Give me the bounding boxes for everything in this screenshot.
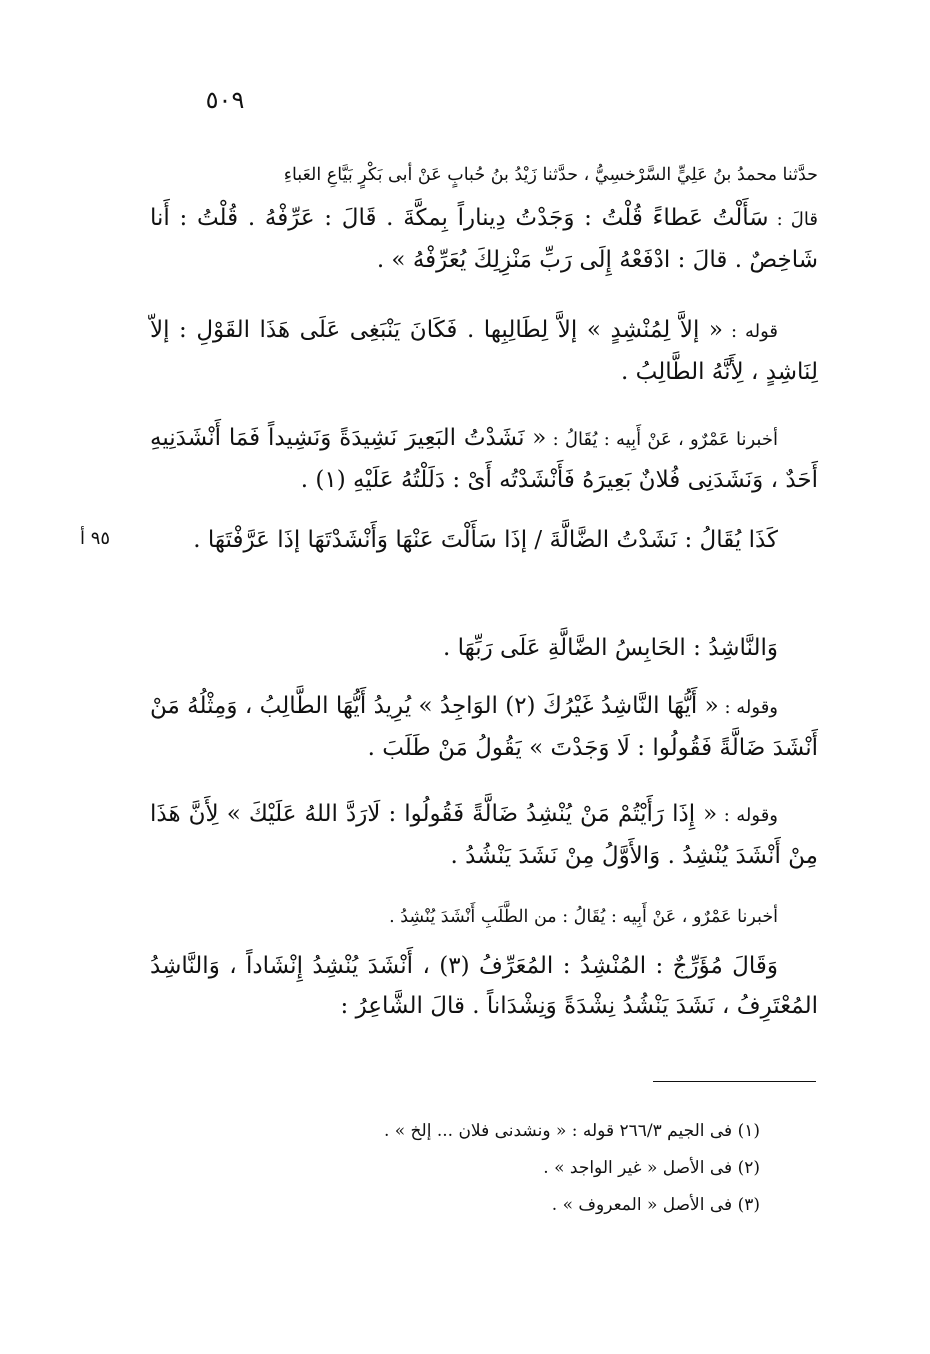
paragraph-munshid [150, 310, 818, 392]
paragraph-talab: أخبرنا عَمْرٌو ، عَنْ أَبِيه : يُقَالُ : من الطَّلَبِ أَنْشَدَ يُنْشِدُ . [389, 907, 778, 927]
paragraph-lead: أخبرنا عَمْرٌو ، عَنْ أَبِيه : يُقَالُ : [546, 429, 778, 450]
paragraph-muarrij: وَقَالَ مُؤَرِّجٌ : المُنْشِدُ : المُعَرِّفُ (٣) ، أَنْشَدَ يُنْشِدُ إِنْشَاداً ، وَالنَّاشِدُ المُعْتَرِفُ ، نَشَدَ يَنْشُدُ نِشْدَةً وَنِشْدَاناً . قالَ الشَّاعِرُ : [150, 953, 818, 1019]
paragraph-body: سَأَلْتُ عَطاءً قُلْتُ : وَجَدْتُ دِيناراً بِمكَّةَ . قَالَ : عَرِّفْهُ . قُلْتُ : أَنا شَاخِصٌ . قالَ : ادْفَعْهُ إِلَى رَبِّ مَنْزِلِكَ يُعَرِّفْهُ » . [150, 205, 818, 273]
footnote-1: (١) فى الجيم ٢٦٦/٣ قوله : « ونشدنى فلان ... إلخ » . [383, 1121, 760, 1141]
paragraph-lead: قوله : [722, 321, 779, 342]
paragraph-body: « إلاَّ لِمُنْشِدٍ » إلاَّ لِطَالِبِها . فَكَانَ يَنْبَغِى عَلَى هَذَا القَوْلِ : إلاّ لِنَاشِدٍ ، لِأَنَّهُ الطَّالِبُ . [150, 317, 818, 385]
footnote-2: (٢) فى الأصل « غير الواجد » . [543, 1158, 760, 1178]
paragraph-nashid: وَالنَّاشِدُ : الحَابِسُ الضَّالَّةِ عَلَى رَبِّهَا . [442, 635, 778, 661]
page-number: ٥٠٩ [205, 86, 245, 114]
paragraph-lead: وقوله : [717, 805, 778, 826]
footnote-divider [653, 1081, 816, 1082]
paragraph-nashadtu [150, 418, 818, 500]
isnad-line: حدَّثنا محمدُ بنُ عَلِيٍّ السَّرْخسِيُّ ، حدَّثنا زَيْدُ بنُ حُبابٍ عَنْ أبى بَكْرٍ بَيَّاعِ العَباءِ [283, 165, 818, 185]
paragraph-body: « نَشَدْتُ البَعِيرَ نَشِيدَةً وَنَشِيداً فَمَا أَنْشَدَنِيهِ أَحَدٌ ، وَنَشَدَنِى فُلانٌ بَعِيرَهُ فَأَنْشَدْتُه أَىْ : دَلَلْتُهُ عَلَيْهِ (١) . [150, 425, 818, 493]
margin-folio-note: ٩٥ أ [80, 528, 111, 549]
paragraph-ayyuha [150, 686, 818, 768]
paragraph-lead: وقوله : [718, 697, 778, 718]
paragraph-body: « أَيُّهَا النَّاشِدُ غَيْرُكَ (٢) الوَاجِدُ » يُرِيدُ أَيُّهَا الطَّالِبُ ، وَمِثْلُهُ مَنْ أَنْشَدَ ضَالَّةً فَقُولُوا : لَا وَجَدْتَ » يَقُولُ مَنْ طَلَبَ . [150, 693, 818, 761]
paragraph-lead: قالَ : [768, 209, 818, 230]
paragraph-body: « إِذَا رَأَيْتُمْ مَنْ يُنْشِدُ ضَالَّةً فَقُولُوا : لَارَدَّ اللهُ عَلَيْكَ » لِأَنَّ هَذَا مِنْ أَنْشَدَ يُنْشِدُ . وَالأَوَّلُ مِنْ نَشَدَ يَنْشُدُ . [150, 801, 818, 869]
footnote-3: (٣) فى الأصل « المعروف » . [551, 1195, 760, 1215]
paragraph-dalla: كَذَا يُقَالُ : نَشَدْتُ الضَّالَّةَ / إذَا سَأَلْتَ عَنْهَا وَأَنْشَدْتَهَا إذَا عَرَّفْتَهَا . [193, 527, 778, 553]
paragraph-idha-raaytum [150, 794, 818, 876]
paragraph-ata-dinar [150, 198, 818, 280]
